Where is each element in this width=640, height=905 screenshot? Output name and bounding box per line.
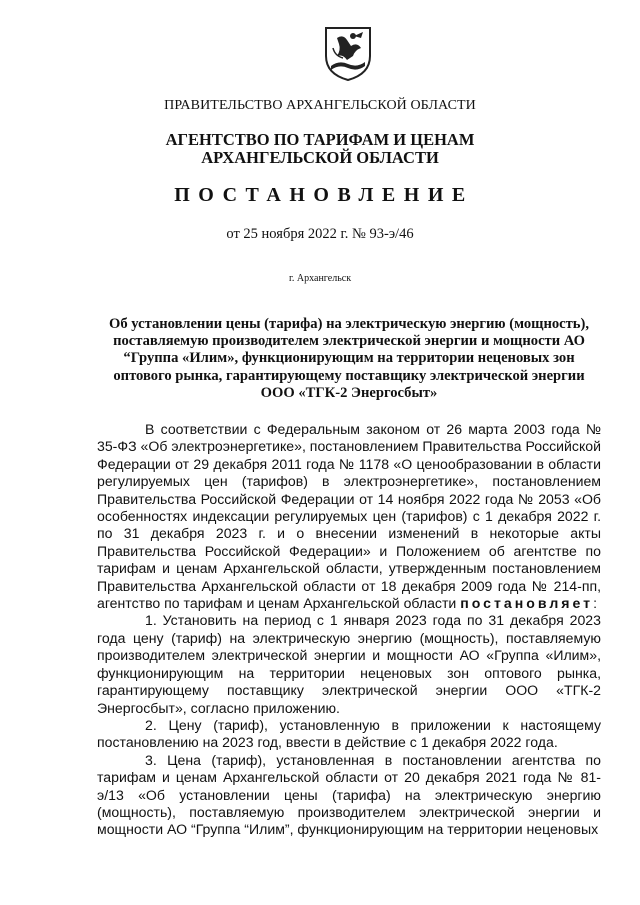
agency-name-line1: АГЕНТСТВО ПО ТАРИФАМ И ЦЕНАМ [165, 130, 475, 149]
agency-name [0, 131, 640, 167]
coat-of-arms-icon [323, 26, 373, 82]
government-name: ПРАВИТЕЛЬСТВО АРХАНГЕЛЬСКОЙ ОБЛАСТИ [164, 98, 476, 113]
resolve-word: постановляет [460, 595, 594, 612]
preamble-text: В соответствии с Федеральным законом от 26 марта 2003 года № 35-ФЗ «Об электроэнергетике», постановлением Правительства Российской Федерации от 29 декабря 2011 года № 1178 «О ценообразовании в области регулируемых цен (тарифов) в электроэнергетике», постановлением Правительства Российской Федерации от 14 ноября 2022 года № 2053 «Об особенностях индексации регулируемых цен (тарифов) с 1 декабря 2022 г. по 31 декабря 2023 г. и о внесении изменений в некоторые акты Правительства Российской Федерации» и Положением об агентстве по тарифам и ценам Архангельской области, утвержденным постановлением Правительства Архангельской области от 18 декабря 2009 года № 214-пп, агентство по тарифам и ценам Архангельской области [97, 421, 601, 612]
document-body [97, 421, 601, 839]
document-type: ПОСТАНОВЛЕНИЕ [174, 184, 474, 206]
paragraph-1: 1. Установить на период с 1 января 2023 года по 31 декабря 2023 года цену (тариф) на электрическую энергию (мощность), поставляемую производителем электрической энергии и мощности АО «Группа «Илим», функционирующим на территории неценовых зон оптового рынка, гарантирующему поставщику электрической энергии ООО «ТГК-2 Энергосбыт», согласно приложению. [97, 612, 601, 716]
agency-name-line2: АРХАНГЕЛЬСКОЙ ОБЛАСТИ [201, 148, 439, 167]
preamble-end: : [593, 595, 597, 612]
paragraph-preamble [97, 421, 601, 612]
document-title: Об установлении цены (тарифа) на электрическую энергию (мощность), поставляемую производителем электрической энергии и мощности АО “Группа «Илим», функционирующим на территории неценовых зон оптового рынка, гарантирующему поставщику электрической энергии ООО «ТГК-2 Энергосбыт» [108, 316, 590, 401]
paragraph-3: 3. Цена (тариф), установленная в постановлении агентства по тарифам и ценам Архангельской области от 20 декабря 2021 года № 81-э/13 «Об установлении цены (тарифа) на электрическую энергию (мощность), поставляемую производителем электрической энергии и мощности АО “Группа “Илим”, функционирующим на территории неценовых [97, 751, 601, 838]
document-city: г. Архангельск [288, 273, 352, 284]
paragraph-2: 2. Цену (тариф), установленную в приложении к настоящему постановлению на 2023 год, ввести в действие с 1 декабря 2022 года. [97, 716, 601, 751]
document-date-number: от 25 ноября 2022 г. № 93-э/46 [226, 226, 414, 242]
